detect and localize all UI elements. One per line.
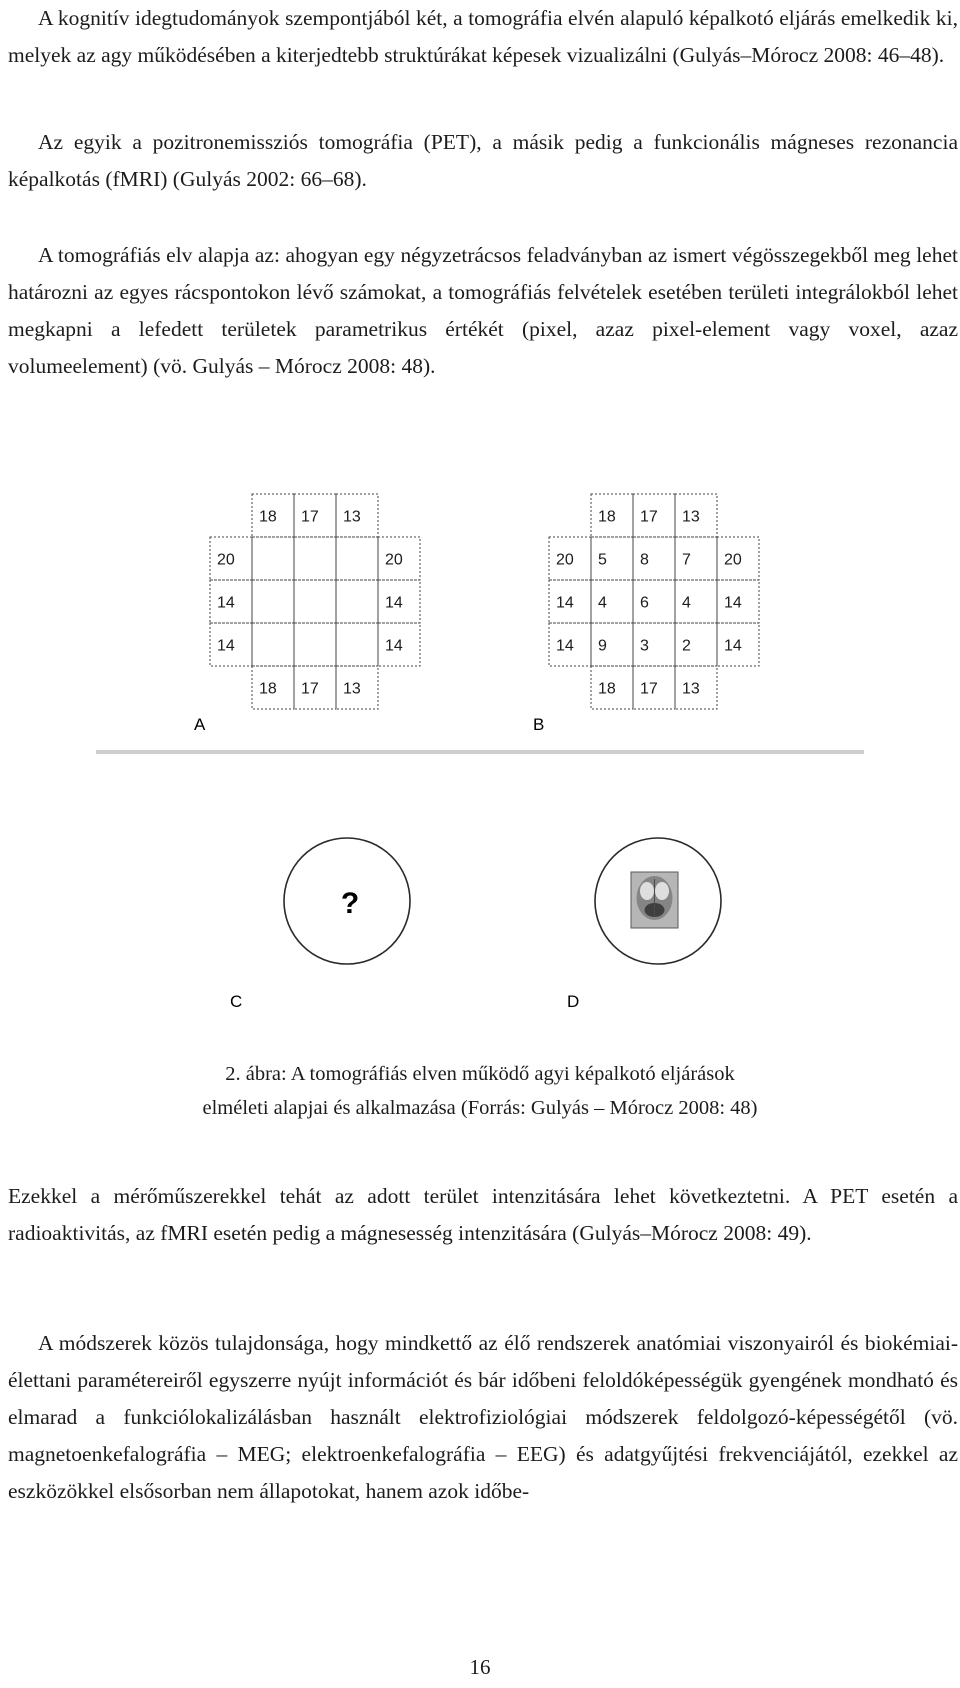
- column-sum-top: 18: [259, 508, 277, 526]
- row-sum-right: 14: [385, 594, 403, 612]
- grid-value: 4: [598, 594, 607, 612]
- row-sum-right: 14: [385, 637, 403, 655]
- grid-cell: [294, 623, 336, 666]
- grid-a: [210, 494, 420, 709]
- column-sum-bottom: 17: [301, 680, 319, 698]
- paragraph-tomography-principle: A tomográfiás elv alapja az: ahogyan egy négyzetrácsos feladványban az ismert végösszegekből meg lehet határozni az egyes rácspontokon lévő számokat, a tomográfiás felvételek esetében területi integrálokból lehet megkapni a lefedett területek parametrikus értékét (pixel, azaz pixel-element vagy voxel, azaz volumeelement) (vö. Gulyás – Mórocz 2008: 48).: [8, 243, 958, 378]
- figure-label-d: D: [567, 992, 580, 1011]
- grid-cell: [252, 666, 294, 709]
- grid-value: 7: [682, 551, 691, 569]
- grid-cell: [294, 537, 336, 580]
- column-sum-top: 18: [598, 508, 616, 526]
- figure-label-b: B: [533, 715, 545, 734]
- grid-cell: [675, 623, 717, 666]
- grid-cell: [717, 537, 759, 580]
- column-sum-bottom: 18: [598, 680, 616, 698]
- column-sum-top: 13: [682, 508, 700, 526]
- column-sum-bottom: 17: [640, 680, 658, 698]
- grid-cell: [294, 666, 336, 709]
- grid-cell: [252, 494, 294, 537]
- row-sum-left: 14: [556, 637, 574, 655]
- brain-scan-image: [631, 872, 678, 928]
- row-sum-left: 14: [217, 637, 235, 655]
- grid-cell: [210, 580, 252, 623]
- grid-value: 2: [682, 637, 691, 655]
- grid-cell: [591, 580, 633, 623]
- row-sum-left: 14: [556, 594, 574, 612]
- grid-cell: [336, 537, 378, 580]
- grid-cell: [675, 580, 717, 623]
- grid-value: 6: [640, 594, 649, 612]
- grid-cell: [549, 537, 591, 580]
- paragraph-common-property: A módszerek közös tulajdonsága, hogy mindkettő az élő rendszerek anatómiai viszonyairól és biokémiai-élettani paramétereiről egyszerre nyújt információt és bár időbeni feloldóképességük gyengének mondható és elmarad a funkciólokalizálásban használt elektrofiziológiai módszerek feldolgozó-képességétől (vö. magnetoenkefalográfia – MEG; elektroenkefalográfia – EEG) és adatgyűjtési frekvenciájától, ezekkel az eszközökkel elsősorban nem állapotokat, hanem azok időbe-: [8, 1331, 958, 1503]
- grid-cell: [336, 623, 378, 666]
- column-sum-top: 13: [343, 508, 361, 526]
- figure-label-c: C: [230, 992, 243, 1011]
- grid-cell: [591, 494, 633, 537]
- column-sum-top: 17: [301, 508, 319, 526]
- row-sum-right: 14: [724, 637, 742, 655]
- caption-line-1: 2. ábra: A tomográfiás elven működő agyi képalkotó eljárások: [225, 1063, 735, 1085]
- grid-cell: [675, 537, 717, 580]
- grid-b: [549, 494, 759, 709]
- figure-caption: [0, 1057, 960, 1125]
- column-sum-bottom: 13: [682, 680, 700, 698]
- caption-line-2: elméleti alapjai és alkalmazása (Forrás: Gulyás – Mórocz 2008: 48): [202, 1097, 758, 1119]
- circle-c: [284, 838, 410, 964]
- paragraph-pet-fmri: Az egyik a pozitronemissziós tomográfia (PET), a másik pedig a funkcionális mágneses rezonancia képalkotás (fMRI) (Gulyás 2002: 66–68).: [8, 130, 958, 191]
- row-sum-right: 20: [724, 551, 742, 569]
- grid-cell: [675, 666, 717, 709]
- grid-cell: [294, 580, 336, 623]
- grid-cell: [378, 623, 420, 666]
- grid-cell: [336, 580, 378, 623]
- grid-cell: [549, 580, 591, 623]
- grid-cell: [591, 666, 633, 709]
- circle-d: [595, 838, 721, 964]
- figure-label-a: A: [194, 715, 206, 734]
- grid-cell: [675, 494, 717, 537]
- grid-value: 9: [598, 637, 607, 655]
- grid-value: 5: [598, 551, 607, 569]
- grid-cell: [717, 623, 759, 666]
- grid-cell: [210, 623, 252, 666]
- grid-cell: [633, 623, 675, 666]
- column-sum-top: 17: [640, 508, 658, 526]
- paragraph-intro: A kognitív idegtudományok szempontjából két, a tomográfia elvén alapuló képalkotó eljárás emelkedik ki, melyek az agy működésében a kiterjedtebb struktúrákat képesek vizualizálni (Gulyás–Mórocz 2008: 46–48).: [8, 6, 958, 67]
- column-sum-bottom: 13: [343, 680, 361, 698]
- grid-cell: [210, 537, 252, 580]
- grid-cell: [378, 537, 420, 580]
- grid-cell: [591, 537, 633, 580]
- grid-cell: [252, 537, 294, 580]
- row-sum-right: 20: [385, 551, 403, 569]
- row-sum-left: 14: [217, 594, 235, 612]
- grid-cell: [717, 580, 759, 623]
- grid-cell: [336, 494, 378, 537]
- row-sum-right: 14: [724, 594, 742, 612]
- paragraph-intensity: Ezekkel a mérőműszerekkel tehát az adott terület intenzitására lehet következtetni. A PET esetén a radioaktivitás, az fMRI esetén pedig a mágnesesség intenzitására (Gulyás–Mórocz 2008: 49).: [8, 1184, 958, 1245]
- grid-value: 8: [640, 551, 649, 569]
- grid-cell: [549, 623, 591, 666]
- grid-value: 3: [640, 637, 649, 655]
- grid-cell: [633, 494, 675, 537]
- grid-cell: [336, 666, 378, 709]
- grid-cell: [294, 494, 336, 537]
- grid-cell: [378, 580, 420, 623]
- page-number: 16: [469, 1655, 491, 1679]
- column-sum-bottom: 18: [259, 680, 277, 698]
- grid-cell: [591, 623, 633, 666]
- row-sum-left: 20: [556, 551, 574, 569]
- grid-cell: [252, 580, 294, 623]
- question-mark: ?: [340, 887, 360, 920]
- grid-value: 4: [682, 594, 691, 612]
- grid-cell: [633, 537, 675, 580]
- row-sum-left: 20: [217, 551, 235, 569]
- grid-cell: [633, 666, 675, 709]
- grid-cell: [252, 623, 294, 666]
- grid-cell: [633, 580, 675, 623]
